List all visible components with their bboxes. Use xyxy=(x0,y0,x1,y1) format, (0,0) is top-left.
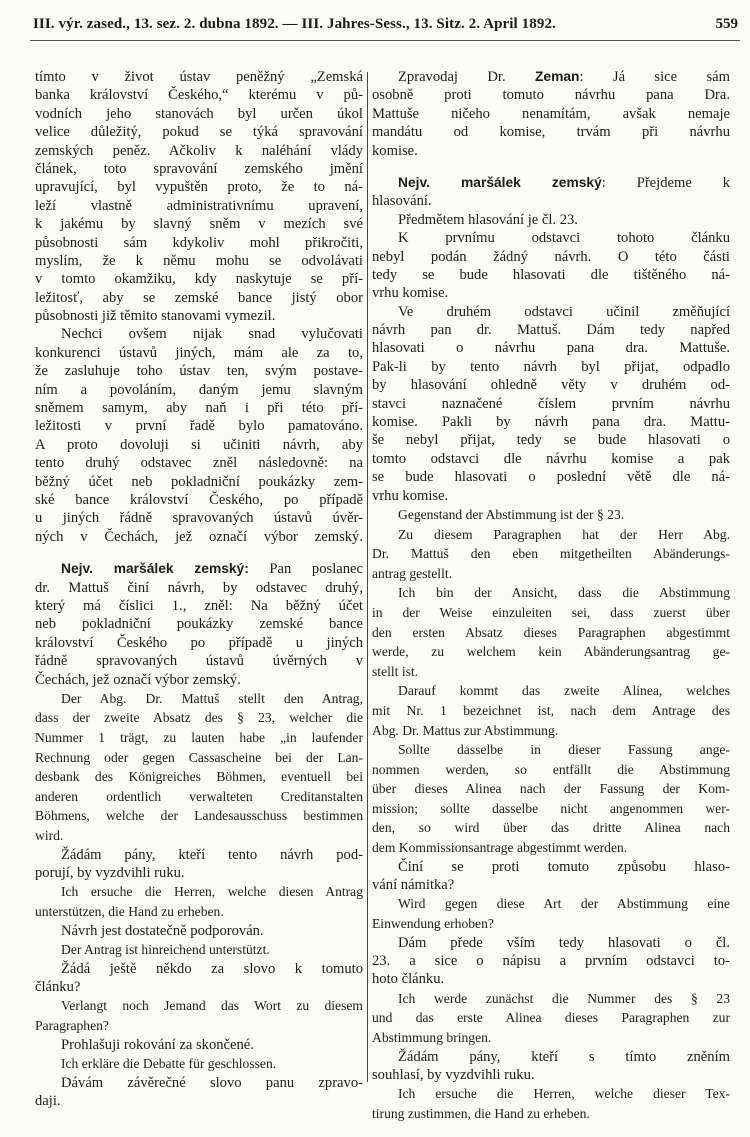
text-line xyxy=(372,1028,730,1048)
line-text: tomto odstavci dle návrhu komise a pak xyxy=(372,450,730,467)
line-text: unterstützen, die Hand zu erheben. xyxy=(35,904,224,920)
text-line xyxy=(372,468,730,486)
text-line xyxy=(372,229,730,247)
text-line xyxy=(35,615,363,633)
line-text: tímto v život ústav peněžný „Zemská xyxy=(35,69,363,85)
line-text: hlasovati o návrhu pana dra. Mattuše. xyxy=(372,340,730,357)
line-text: království Českého po případě u jiných xyxy=(35,634,363,651)
text-line xyxy=(372,934,730,952)
text-line xyxy=(372,303,730,321)
text-line xyxy=(35,123,363,141)
line-text: den ersten Absatz dieses Paragraphen abgestimmt xyxy=(372,624,730,640)
line-text: tento druhý odstavec zněl následovně: na xyxy=(35,455,363,472)
line-text: dass der zweite Absatz des § 23, welcher die xyxy=(35,710,363,726)
line-text: návrh pan dr. Mattuš. Dám tedy napřed xyxy=(372,322,730,339)
text-line xyxy=(35,1036,363,1054)
text-line xyxy=(35,509,363,527)
line-text: dr. Mattuš činí návrh, by odstavec druhý, xyxy=(35,579,363,596)
line-text: ské bance království Českého, po případě xyxy=(35,491,363,508)
text-line xyxy=(35,846,363,864)
text-line xyxy=(35,344,363,362)
line-text: stellt ist. xyxy=(372,663,419,679)
text-line xyxy=(372,721,730,741)
line-text: běžný účet neb pokladniční poukázky zem- xyxy=(35,473,363,490)
text-line xyxy=(35,86,363,104)
text-line xyxy=(35,1016,363,1036)
line-text: u jiných řádně spravovaných ústavů úvěr- xyxy=(35,510,363,527)
line-text: se bude hlasovati o poslední větě dle ná- xyxy=(372,469,730,486)
text-line xyxy=(372,701,730,721)
line-text: řádně spravovaných ústavů úvěrných v xyxy=(35,653,363,670)
text-line xyxy=(372,431,730,449)
text-line xyxy=(35,399,363,417)
line-text: K prvnímu odstavci tohoto článku xyxy=(398,230,730,247)
text-line xyxy=(372,779,730,799)
text-line xyxy=(372,662,730,682)
line-text: ných v Čechách, jež označí výbor zemský. xyxy=(35,528,363,545)
text-line xyxy=(372,740,730,760)
line-text: tedy se bude hlasovati dle tištěného ná- xyxy=(372,266,730,283)
text-line xyxy=(372,970,730,988)
text-line xyxy=(35,289,363,307)
text-line xyxy=(372,623,730,643)
text-line xyxy=(35,767,363,787)
speaker-name: Nejv. maršálek zemský: xyxy=(61,561,249,577)
text-line xyxy=(372,211,730,229)
line-text: Ich ersuche die Herren, welche diesen Antrag xyxy=(61,884,363,900)
line-text: leží vlastně administrativnímu upravení, xyxy=(35,197,363,214)
text-line xyxy=(372,142,730,160)
line-text: über dieses Alinea nach der Fassung der Kom- xyxy=(372,781,730,797)
text-line xyxy=(35,454,363,472)
text-line xyxy=(35,491,363,509)
text-line xyxy=(35,417,363,435)
line-text: by hlasování ohledně věty v druhém od- xyxy=(372,377,730,394)
line-text: Böhmens, welche der Landesausschuss bestimmen xyxy=(35,808,363,824)
line-text: anderen ordentlich verwalteten Creditanstalten xyxy=(35,788,363,804)
left-column xyxy=(35,68,363,1110)
line-text: k jakému by slavný sněm v mezích své xyxy=(35,216,363,233)
line-text: Čechách, jež označí výbor zemský. xyxy=(35,671,241,688)
line-text: Abg. Dr. Mattus zur Abstimmung. xyxy=(372,722,559,738)
line-text: komise. Pakli by návrh pana dra. Mattu- xyxy=(372,414,730,431)
line-text: Žádá ještě někdo za slovo k tomuto xyxy=(61,960,363,977)
line-text: konkurenci ústavů jiných, mám ale za to, xyxy=(35,344,363,361)
line-text: nebyl podán žádný návrh. O této části xyxy=(372,248,730,265)
text-line xyxy=(372,395,730,413)
line-text: : Já sice sám xyxy=(579,69,730,85)
line-text: antrag gestellt. xyxy=(372,565,453,581)
text-line xyxy=(372,192,730,210)
text-line xyxy=(372,876,730,894)
speaker-line xyxy=(372,174,730,192)
line-text: Zpravodaj Dr. xyxy=(398,69,535,85)
text-line xyxy=(35,68,363,86)
line-text: ležitosť, aby se zemské bance jistý obor xyxy=(35,289,363,306)
line-text: tirung zustimmen, die Hand zu erheben. xyxy=(372,1105,590,1121)
text-line xyxy=(35,436,363,454)
text-line xyxy=(372,564,730,584)
text-line xyxy=(35,215,363,233)
line-text: Činí se proti tomuto způsobu hlaso- xyxy=(398,858,730,875)
right-column xyxy=(372,68,730,1124)
text-line xyxy=(372,858,730,876)
line-text: sněmem samym, aby naň i při této pří- xyxy=(35,400,363,417)
line-text: Předmětem hlasování je čl. 23. xyxy=(398,211,578,228)
text-line xyxy=(35,178,363,196)
text-line xyxy=(35,597,363,615)
line-text: desbank des Königreiches Böhmen, eventuell bei xyxy=(35,769,363,785)
line-text: porují, by vyzdvihli ruku. xyxy=(35,865,185,882)
line-text: Žádám pány, kteří tento návrh pod- xyxy=(61,846,363,863)
line-text: vodních jeho stanovách byl určen úkol xyxy=(35,105,363,122)
line-text: v tomto okamžiku, kdy naskytuje se pří- xyxy=(35,271,363,288)
line-text: souhlasí, by vyzdvihli ruku. xyxy=(372,1066,535,1083)
line-text: 23. a sice o nápisu a prvním odstavci to- xyxy=(372,953,730,970)
line-text: článku? xyxy=(35,978,81,995)
line-text: že zasluhuje toho ústav ten, svým postave- xyxy=(35,363,363,380)
text-line xyxy=(35,634,363,652)
line-text: mit Nr. 1 bezeichnet ist, nach dem Antrage des xyxy=(372,702,730,718)
text-line xyxy=(372,583,730,603)
line-text: in der Weise einzuleiten sei, dass zuerst über xyxy=(372,604,730,620)
text-line xyxy=(35,748,363,768)
line-text: daji. xyxy=(35,1092,61,1109)
line-text: Dávám závěrečné slovo panu zpravo- xyxy=(61,1074,363,1091)
text-line xyxy=(372,989,730,1009)
text-line xyxy=(372,952,730,970)
text-line xyxy=(35,234,363,252)
column-divider xyxy=(367,72,368,1082)
text-line xyxy=(35,864,363,882)
line-text: banka království Českého,“ kterému v pů- xyxy=(35,87,363,104)
text-line xyxy=(372,413,730,431)
text-line xyxy=(35,1054,363,1074)
text-line xyxy=(372,339,730,357)
line-text: Ich bin der Ansicht, dass die Abstimmung xyxy=(398,585,730,601)
text-line xyxy=(372,487,730,505)
line-text: vrhu komise. xyxy=(372,285,449,302)
line-text: působnosti již těmito stanovami vymezil. xyxy=(35,308,276,325)
line-text: hlasování. xyxy=(372,193,432,210)
text-line xyxy=(35,902,363,922)
line-text: působnosti sám kdykoliv mohl přikročiti, xyxy=(35,234,363,251)
line-text: werde, zu welchem kein Abänderungsantrag ge- xyxy=(372,644,730,660)
line-text: Paragraphen? xyxy=(35,1017,109,1033)
line-text: še nebyl přijat, tedy se bude hlasovati o xyxy=(372,432,730,449)
line-text: ležitosti v první řadě bylo pamatováno. xyxy=(35,418,363,435)
line-text: und das erste Alinea dieses Paragraphen zur xyxy=(372,1010,730,1026)
line-text: Dám přede vším tedy hlasovati o čl. xyxy=(398,934,730,951)
text-line xyxy=(35,197,363,215)
text-line xyxy=(35,708,363,728)
line-text: Darauf kommt das zweite Alinea, welches xyxy=(398,683,730,699)
line-text: den, so wird über das dritte Alinea nach xyxy=(372,820,730,836)
line-text: Pan poslanec xyxy=(248,561,363,578)
line-text: Ich erkläre die Debatte für geschlossen. xyxy=(61,1055,277,1071)
line-text: hoto článku. xyxy=(372,971,445,988)
line-text: Návrh jest dostatečně podporován. xyxy=(61,922,264,939)
header-rule xyxy=(30,40,740,41)
text-line xyxy=(372,1048,730,1066)
text-line xyxy=(372,603,730,623)
text-line xyxy=(35,728,363,748)
text-line xyxy=(35,325,363,343)
text-line xyxy=(35,826,363,846)
text-line xyxy=(35,940,363,960)
header-title: III. výr. zased., 13. sez. 2. dubna 1892. — III. Jahres-Sess., 13. Sitz. 2. April 1892. xyxy=(33,16,556,32)
text-line xyxy=(35,978,363,996)
line-text: Zu diesem Paragraphen hat der Herr Abg. xyxy=(398,526,730,542)
line-text: upravující, byl vypuštěn proto, že to ná- xyxy=(35,179,363,196)
line-text: Wird gegen diese Art der Abstimmung eine xyxy=(398,896,730,912)
text-line xyxy=(35,381,363,399)
text-line xyxy=(372,525,730,545)
line-text: wird. xyxy=(35,828,64,844)
text-line xyxy=(372,1084,730,1104)
text-line xyxy=(372,266,730,284)
text-line xyxy=(35,806,363,826)
text-line xyxy=(372,248,730,266)
text-line xyxy=(372,376,730,394)
text-line xyxy=(372,105,730,123)
line-text: A proto dovoluji si učiniti návrh, aby xyxy=(35,436,363,453)
text-line xyxy=(372,894,730,914)
text-line xyxy=(372,321,730,339)
line-text: Mattuše ničeho nenamítám, avšak nemaje xyxy=(372,105,730,122)
line-text: vání námitka? xyxy=(372,877,455,894)
text-line xyxy=(35,922,363,940)
text-line xyxy=(35,689,363,709)
text-line xyxy=(35,160,363,178)
text-line xyxy=(372,284,730,302)
text-line xyxy=(35,528,363,546)
text-line xyxy=(372,1008,730,1028)
text-line xyxy=(372,818,730,838)
line-text: Žádám pány, kteří s tímto zněním xyxy=(398,1048,730,1065)
text-line xyxy=(35,996,363,1016)
line-text: Sollte dasselbe in dieser Fassung ange- xyxy=(398,742,730,758)
text-line xyxy=(35,1092,363,1110)
text-line xyxy=(372,681,730,701)
line-text: ním a povoláním, daným jemu slavným xyxy=(35,381,363,398)
text-line xyxy=(35,652,363,670)
line-text: velice důležitý, pokud se týká spravování xyxy=(35,124,363,141)
line-text: Ich ersuche die Herren, welche dieser Tex- xyxy=(398,1086,730,1102)
page-number: 559 xyxy=(715,16,738,32)
line-text: nommen werden, so entfällt die Abstimmung xyxy=(372,761,730,777)
line-text: který má číslici 1., zněl: Na běžný účet xyxy=(35,597,363,614)
line-text: Gegenstand der Abstimmung ist der § 23. xyxy=(398,506,625,522)
text-line xyxy=(35,1074,363,1092)
text-line xyxy=(372,68,730,86)
line-text: Prohlašuji rokování za skončené. xyxy=(61,1036,254,1053)
text-line xyxy=(372,838,730,858)
line-text: zemských peněz. Ačkoliv k naléhání vlády xyxy=(35,142,363,159)
text-line xyxy=(35,105,363,123)
running-header xyxy=(33,16,738,38)
text-line xyxy=(372,914,730,934)
line-text: myslím, že k němu mohu se odvolávati xyxy=(35,252,363,269)
line-text: dem Kommissionsantrage abgestimmt werden. xyxy=(372,840,628,856)
text-line xyxy=(35,579,363,597)
text-line xyxy=(35,142,363,160)
line-text: stavci naznačené číslem prvním návrhu xyxy=(372,395,730,412)
line-text: Ve druhém odstavci učinil změňující xyxy=(398,303,730,320)
line-text: mission; sollte dasselbe nicht angenommen wer- xyxy=(372,800,730,816)
text-line xyxy=(372,799,730,819)
text-line xyxy=(35,252,363,270)
text-line xyxy=(372,86,730,104)
text-line xyxy=(372,358,730,376)
text-line xyxy=(35,307,363,325)
text-line xyxy=(35,960,363,978)
line-text: : Přejdeme k xyxy=(601,174,730,191)
text-line xyxy=(372,1104,730,1124)
text-line xyxy=(35,787,363,807)
line-text: neb pokladniční poukázky zemské bance xyxy=(35,616,363,633)
line-text: Einwendung erhoben? xyxy=(372,916,494,932)
line-text: Dr. Mattuš den eben mitgetheilten Abänderungs- xyxy=(372,546,730,562)
line-text: Der Antrag ist hinreichend unterstützt. xyxy=(61,942,270,957)
line-text: vrhu komise. xyxy=(372,487,449,504)
text-line xyxy=(372,450,730,468)
text-line xyxy=(372,642,730,662)
line-text: článek, toto spravování zemského jmění xyxy=(35,160,363,177)
text-line xyxy=(372,544,730,564)
text-line xyxy=(35,671,363,689)
line-text: Nechci ovšem nijak snad vylučovati xyxy=(61,326,363,343)
line-text: Verlangt noch Jemand das Wort zu diesem xyxy=(61,998,363,1014)
line-text: mandátu od komise, trvám při návrhu xyxy=(372,124,730,141)
text-line xyxy=(372,760,730,780)
text-line xyxy=(35,473,363,491)
text-line xyxy=(372,123,730,141)
speaker-name: Nejv. maršálek zemský xyxy=(398,174,602,190)
line-text: Pak-li by tento návrh byl přijat, odpadlo xyxy=(372,358,730,375)
line-text: Nummer 1 trägt, zu lauten habe „in laufender xyxy=(35,730,363,746)
text-line xyxy=(35,882,363,902)
speaker-line xyxy=(35,560,363,578)
line-text: komise. xyxy=(372,142,418,159)
line-text: osobně proti tomuto návrhu pana Dra. xyxy=(372,87,730,104)
line-text: Ich werde zunächst die Nummer des § 23 xyxy=(398,990,730,1006)
line-text: Rechnung oder gegen Cassascheine bei der Lan- xyxy=(35,749,363,765)
line-text: Der Abg. Dr. Mattuš stellt den Antrag, xyxy=(61,690,363,706)
text-line xyxy=(35,270,363,288)
text-line xyxy=(35,362,363,380)
text-line xyxy=(372,1066,730,1084)
line-text: Abstimmung bringen. xyxy=(372,1030,492,1045)
speaker-name: Zeman xyxy=(534,69,580,84)
text-line xyxy=(372,505,730,525)
